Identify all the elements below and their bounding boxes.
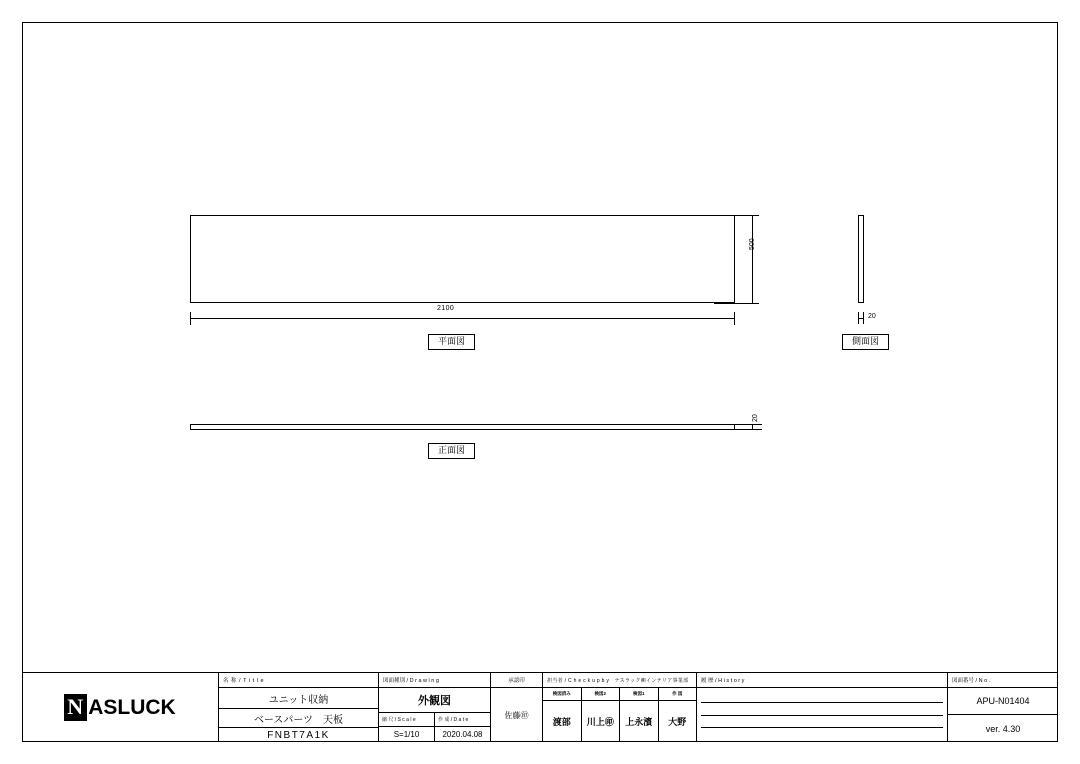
drawing-area [22,22,1058,672]
staff-column [620,688,659,742]
product-name-line1: ユニット収納 [219,688,378,709]
approval-value: 佐藤㊞ [504,710,529,720]
title-block [22,672,1058,742]
staff-header: 担当者 / C h e c k u p b y ナスラック㈱インテリア事業部 [543,673,696,688]
history-header: 履 歴 / H i s t o r y [697,673,947,688]
front-thickness-leader-bottom [722,429,762,430]
staff-name: 上永濱 [625,717,653,727]
staff-role: 作 図 [659,688,697,701]
side-view-label: 側面図 [842,334,889,350]
staff-column [582,688,621,742]
side-thickness-tick-right [863,312,864,324]
product-name-cell [219,673,379,742]
front-thickness-dimension-line [752,424,753,430]
drawing-number-cell [948,673,1058,742]
front-view-shape [190,424,735,430]
logo-mark: N [64,694,87,721]
approval-header: 承認印 [491,673,542,688]
company-logo [22,673,219,742]
side-view-shape [858,215,864,303]
history-cell [697,673,948,742]
side-thickness-tick-left [858,312,859,324]
plan-depth-tick-top [746,215,759,216]
product-name-header: 名 称 / T i t l e [219,673,378,688]
plan-depth-dimension-label: 500 [749,238,756,250]
staff-role: 検図2 [582,688,620,701]
product-code: FNBT7A1K [267,729,330,741]
history-row [701,702,943,703]
drawing-type-cell [379,673,491,742]
staff-name: 大野 [668,717,687,727]
plan-width-dimension-label: 2100 [437,305,455,312]
logo-text: ASLUCK [88,695,176,719]
approval-cell [491,673,543,742]
staff-role: 検図済み [543,688,581,701]
date-header: 作 成 / D a t e [435,713,490,727]
front-thickness-dimension-label: 20 [752,414,759,422]
staff-role: 検図1 [620,688,658,701]
drawing-type-header: 図面種別 / D r a w i n g [379,673,490,688]
scale-value: S=1/10 [393,730,420,739]
product-name-line2: ベースパーツ 天板 [219,709,378,728]
side-thickness-dimension-label: 20 [868,313,876,320]
plan-width-dimension-line [190,318,735,319]
drawing-version: ver. 4.30 [985,723,1021,734]
plan-depth-tick-bottom [746,303,759,304]
drawing-type-value: 外観図 [379,688,490,713]
front-view-label: 正面図 [428,443,475,459]
history-row [701,715,943,716]
staff-name: 川上㊞ [586,717,614,727]
plan-width-tick-right [734,312,735,325]
front-thickness-leader-top [722,424,762,425]
staff-cell [543,673,697,742]
plan-depth-dimension-line [752,215,753,303]
date-value: 2020.04.08 [442,730,483,739]
plan-width-tick-left [190,312,191,325]
staff-name: 渡部 [552,717,571,727]
scale-header: 縮 尺 / S c a l e [379,713,434,727]
plan-view-label: 平面図 [428,334,475,350]
staff-column [543,688,582,742]
scale-cell [379,713,435,742]
date-cell [435,713,490,742]
staff-column [659,688,697,742]
history-row [701,727,943,728]
drawing-number-value: APU-N01404 [948,688,1058,715]
plan-view-shape [190,215,735,303]
drawing-number-header: 図面番号 / N o . [948,673,1058,688]
